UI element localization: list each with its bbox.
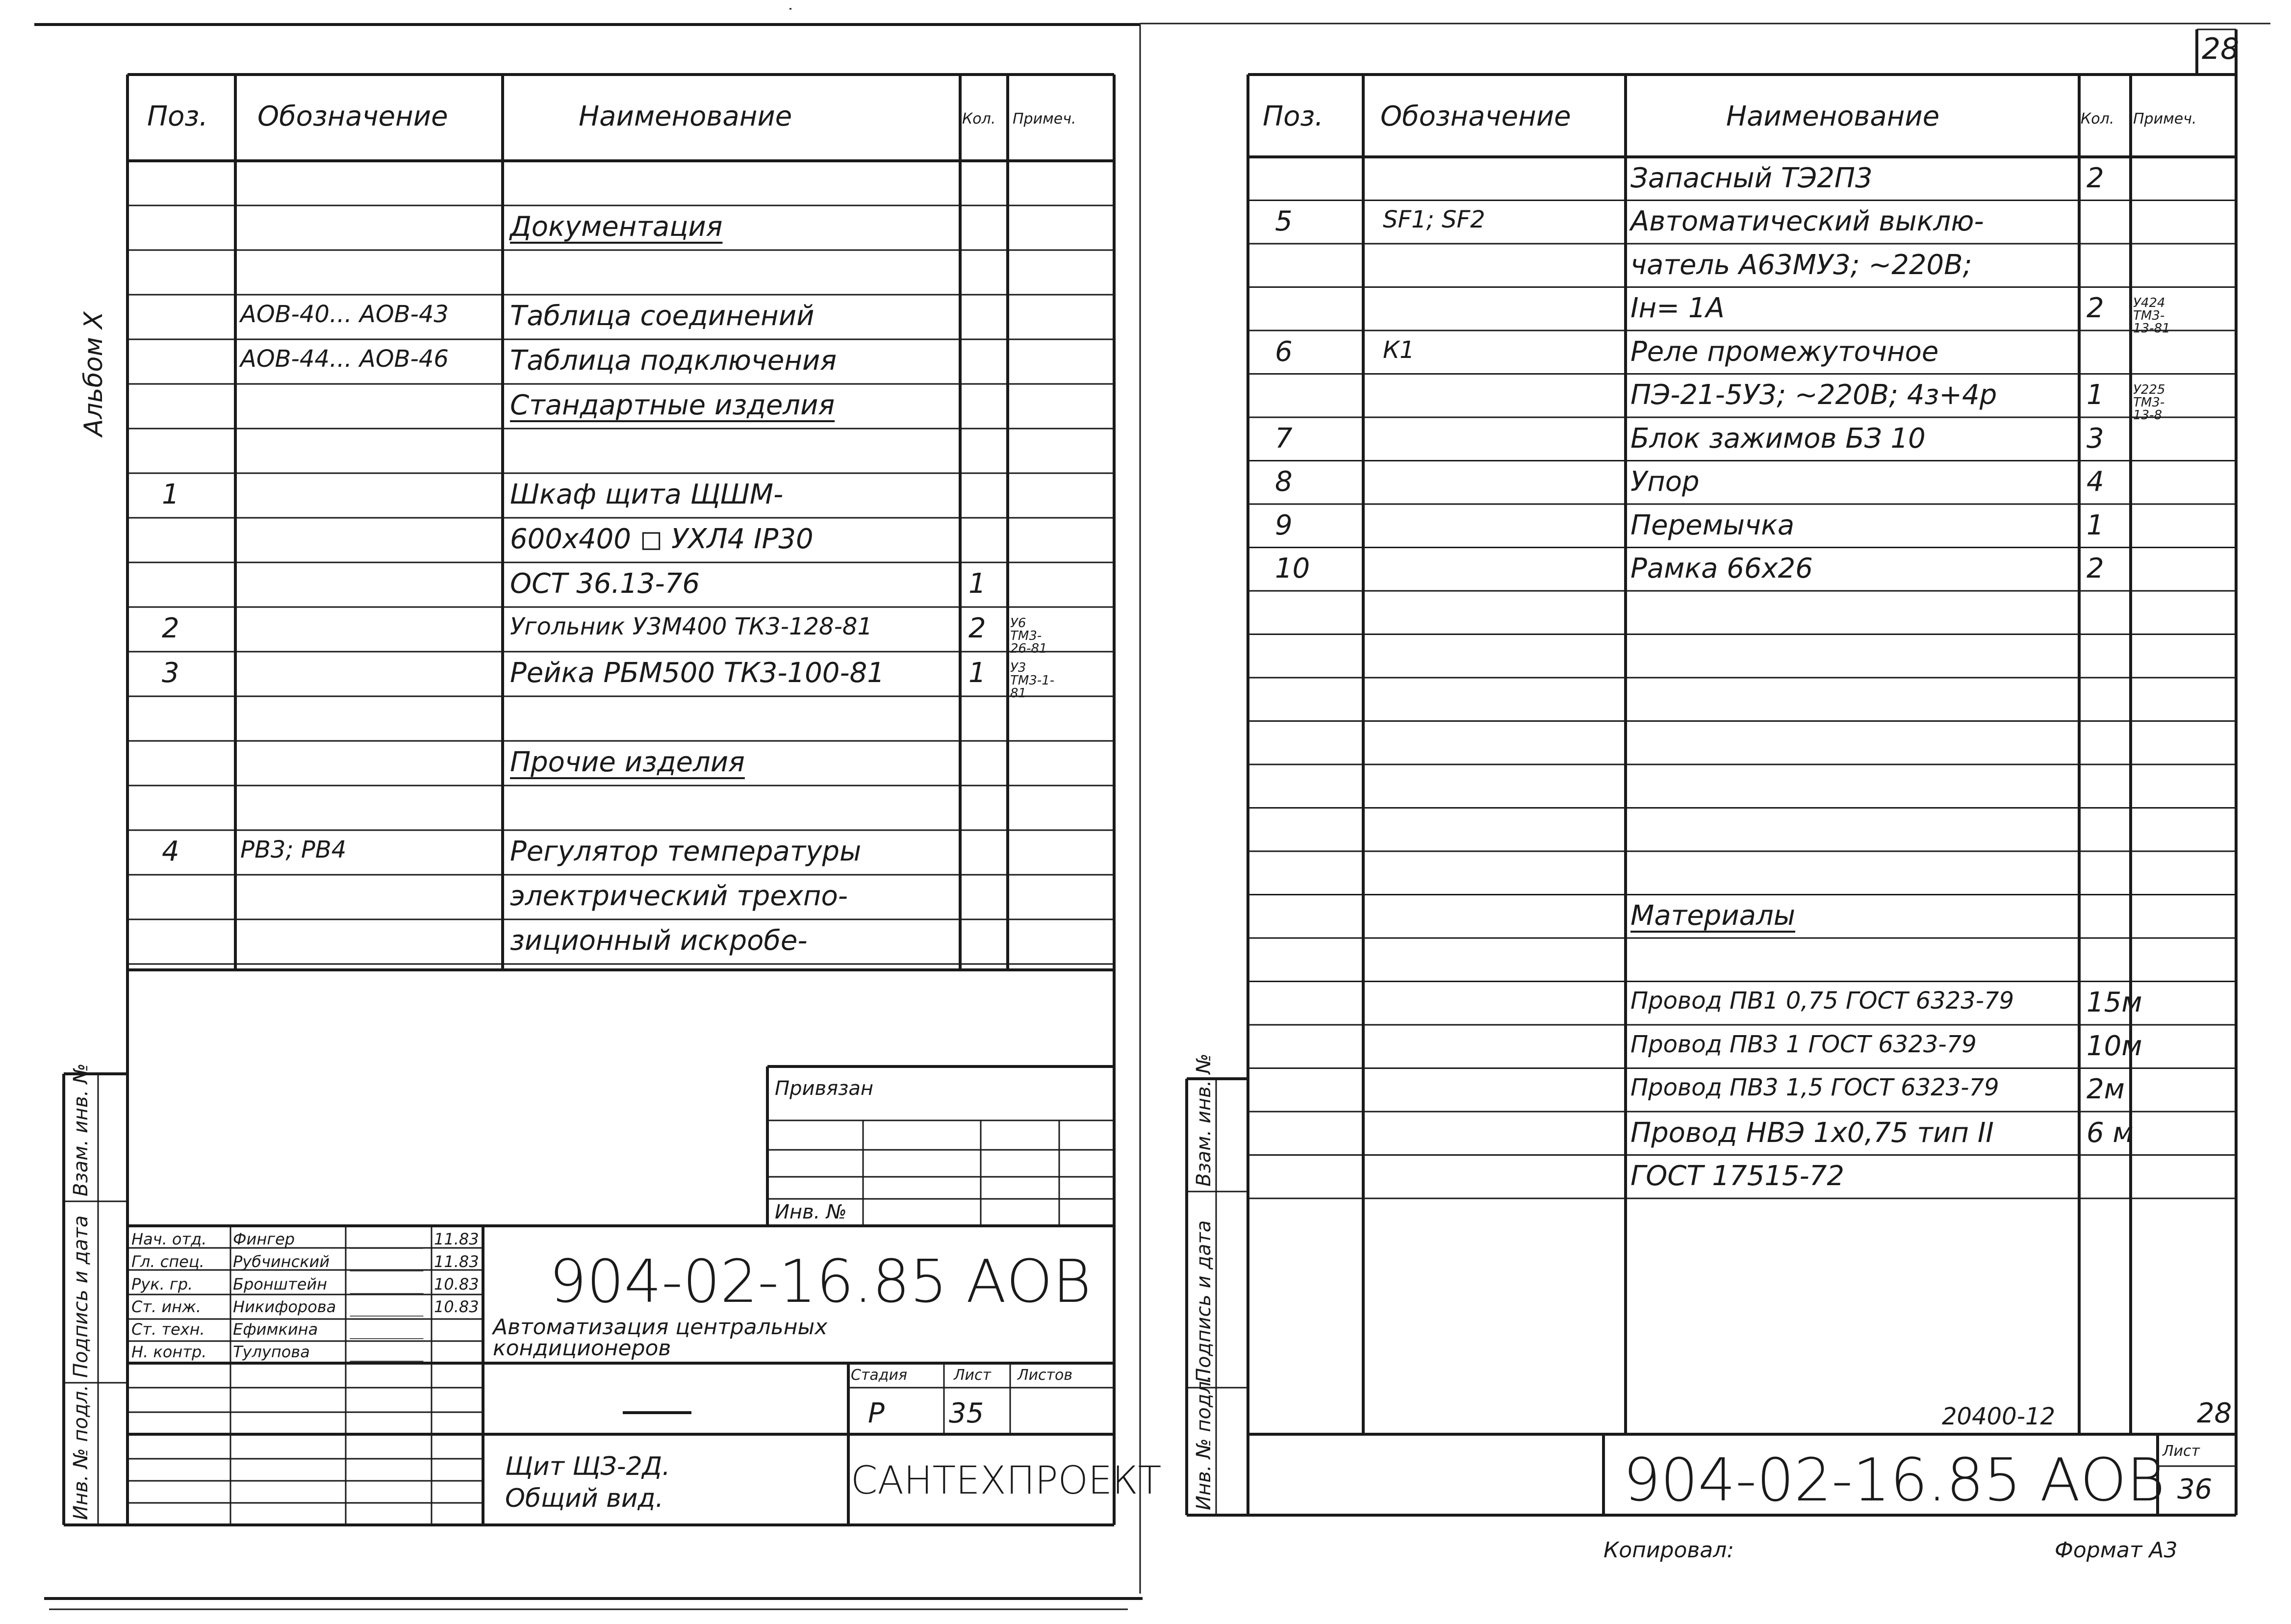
right-side-label-1: Взам. инв. № (1193, 1053, 1215, 1187)
right-row-9-name: Рамка 66х26 (1630, 553, 1813, 585)
signature-mark (350, 1320, 430, 1339)
right-header-pos: Поз. (1263, 101, 1324, 132)
right-row-6-pos: 7 (1275, 422, 1293, 455)
left-row-11-note: У3 ТМ3-1-81 (1010, 660, 1055, 701)
left-row-9-name: ОСТ 36.13-76 (510, 568, 700, 600)
signer-0-role: Нач. отд. (131, 1230, 207, 1248)
right-row-6-name: Блок зажимов БЗ 10 (1630, 422, 1926, 455)
right-row-4-pos: 6 (1275, 335, 1293, 368)
signer-1-name: Рубчинский (233, 1252, 330, 1271)
right-row-9-pos: 10 (1275, 553, 1310, 585)
right-row-8-name: Перемычка (1630, 509, 1795, 541)
left-row-16-name: электрический трехпо- (510, 880, 848, 913)
right-designation: 904-02-16.85 АОВ (1623, 1446, 2165, 1515)
right-row-3-qty: 2 (2087, 292, 2104, 325)
left-side-label-2: Подпись и дата (70, 1215, 92, 1378)
right-sheet-header: Лист (2163, 1443, 2200, 1460)
right-row-22-name: Провод НВЭ 1х0,75 тип II (1630, 1116, 1994, 1149)
left-row-13-name: Прочие изделия (510, 746, 745, 779)
right-row-21-qty: 2м (2087, 1073, 2125, 1106)
left-row-17-name: зиционный искробе- (510, 925, 808, 957)
right-row-3-note: У424 ТМ3-13-81 (2133, 295, 2170, 336)
signer-0-name: Фингер (233, 1230, 295, 1248)
signature-mark (350, 1343, 430, 1362)
right-row-19-name: Провод ПВ1 0,75 ГОСТ 6323-79 (1630, 987, 2014, 1015)
drawing-name-1: Щит ЩЗ-2Д. (505, 1452, 670, 1481)
format-label: Формат А3 (2055, 1538, 2178, 1563)
right-row-5-qty: 1 (2087, 379, 2104, 411)
right-row-4-code: К1 (1383, 336, 1415, 364)
right-row-6-qty: 3 (2087, 422, 2104, 455)
right-row-1-code: SF1; SF2 (1383, 206, 1485, 234)
left-designation: 904-02-16.85 АОВ (549, 1248, 1092, 1316)
left-row-4-name: Таблица подключения (510, 345, 837, 377)
signer-2-date: 10.83 (434, 1275, 479, 1294)
signer-4-role: Ст. техн. (131, 1320, 205, 1339)
page-number: 28 (2202, 32, 2240, 66)
right-row-9-qty: 2 (2087, 553, 2104, 585)
left-side-label-1: Взам. инв. № (70, 1063, 92, 1196)
right-row-7-qty: 4 (2087, 466, 2104, 498)
left-row-15-name: Регулятор температуры (510, 836, 862, 868)
left-row-11-pos: 3 (162, 657, 179, 689)
left-header-code: Обозначение (257, 101, 448, 132)
right-row-8-qty: 1 (2087, 509, 2104, 541)
signer-3-date: 10.83 (434, 1297, 479, 1316)
signature-mark (350, 1253, 430, 1271)
right-row-2-name: чатель А63МУ3; ~220В; (1630, 249, 1972, 281)
organization: САНТЕХПРОЕКТ (851, 1459, 1162, 1503)
right-row-1-pos: 5 (1275, 205, 1293, 238)
order-number: 20400-12 (1942, 1403, 2056, 1430)
signer-0-date: 11.83 (434, 1230, 479, 1248)
right-header-note: Примеч. (2133, 110, 2197, 127)
right-side-label-2: Подпись и дата (1193, 1220, 1215, 1383)
album-label: Альбом X (79, 311, 108, 436)
title-line-1: Автоматизация центральных (493, 1315, 828, 1340)
left-row-10-qty: 2 (968, 612, 986, 645)
left-row-11-qty: 1 (968, 657, 986, 689)
right-row-19-qty: 15м (2087, 987, 2142, 1019)
signer-1-date: 11.83 (434, 1252, 479, 1271)
left-row-15-pos: 4 (162, 836, 179, 868)
signature-mark (350, 1275, 430, 1294)
left-row-3-code: АОВ-40... АОВ-43 (240, 301, 449, 329)
left-row-11-name: Рейка РБМ500 ТК3-100-81 (510, 657, 885, 689)
left-row-10-note: У6 ТМ3-26-81 (1010, 616, 1047, 657)
title-line-2: кондиционеров (493, 1336, 671, 1361)
right-row-23-name: ГОСТ 17515-72 (1630, 1160, 1844, 1193)
left-header-name: Наименование (579, 101, 792, 132)
left-row-1-name: Документация (510, 211, 723, 243)
right-row-5-name: ПЭ-21-5У3; ~220В; 4з+4р (1630, 379, 1997, 411)
right-row-22-qty: 6 м (2087, 1116, 2134, 1149)
right-header-name: Наименование (1726, 101, 1940, 132)
left-row-8-name: 600x400 ◻ УХЛ4 IP30 (510, 523, 814, 556)
right-row-8-pos: 9 (1275, 509, 1293, 541)
left-side-label-3: Инв. № подл. (70, 1385, 92, 1520)
right-row-0-name: Запасный ТЭ2П3 (1630, 162, 1873, 194)
signer-3-role: Ст. инж. (131, 1297, 202, 1316)
left-row-15-code: РВ3; РВ4 (240, 836, 347, 864)
right-header-code: Обозначение (1380, 101, 1571, 132)
left-row-9-qty: 1 (968, 568, 986, 600)
signer-5-role: Н. контр. (131, 1343, 207, 1361)
right-row-20-qty: 10м (2087, 1030, 2142, 1062)
sheet-value: 35 (949, 1397, 984, 1429)
left-row-10-pos: 2 (162, 612, 179, 645)
stage-dash (623, 1411, 691, 1414)
sheet-header: Лист (954, 1367, 992, 1384)
left-header-note: Примеч. (1013, 110, 1076, 127)
left-row-7-pos: 1 (162, 479, 179, 511)
right-row-1-name: Автоматический выклю- (1630, 205, 1984, 238)
right-side-label-3: Инв. № подл. (1193, 1375, 1215, 1510)
right-row-0-qty: 2 (2087, 162, 2104, 194)
left-row-5-name: Стандартные изделия (510, 389, 835, 422)
page-ref: 28 (2197, 1397, 2232, 1429)
drawing-name-2: Общий вид. (505, 1484, 664, 1513)
signature-mark (350, 1230, 430, 1249)
right-row-4-name: Реле промежуточное (1630, 335, 1939, 368)
copied-label: Копировал: (1604, 1538, 1734, 1563)
inv-no-label: Инв. № (775, 1201, 847, 1223)
signer-1-role: Гл. спец. (131, 1252, 204, 1271)
right-row-20-name: Провод ПВ3 1 ГОСТ 6323-79 (1630, 1030, 1977, 1058)
stage-value: Р (868, 1397, 885, 1429)
signer-3-name: Никифорова (233, 1297, 336, 1316)
left-row-10-name: Угольник У3М400 ТК3-128-81 (510, 613, 872, 641)
right-row-21-name: Провод ПВ3 1,5 ГОСТ 6323-79 (1630, 1074, 1999, 1102)
signer-4-name: Ефимкина (233, 1320, 318, 1339)
right-sheet-value: 36 (2177, 1473, 2213, 1505)
right-row-7-name: Упор (1630, 466, 1700, 498)
sheets-header: Листов (1018, 1367, 1073, 1384)
privyazan-label: Привязан (775, 1077, 874, 1100)
signature-mark (350, 1298, 430, 1317)
signer-5-name: Тулупова (233, 1343, 310, 1361)
right-row-7-pos: 8 (1275, 466, 1293, 498)
left-row-4-code: АОВ-44... АОВ-46 (240, 345, 449, 373)
right-row-17-name: Материалы (1630, 900, 1795, 932)
stage-header: Стадия (851, 1367, 908, 1384)
left-row-7-name: Шкаф щита ЩШМ- (510, 479, 784, 511)
signer-2-name: Бронштейн (233, 1275, 328, 1294)
left-row-3-name: Таблица соединений (510, 300, 815, 332)
right-row-5-note: У225 ТМ3-13-8 (2133, 382, 2165, 423)
right-row-3-name: Iн= 1А (1630, 292, 1725, 325)
signer-2-role: Рук. гр. (131, 1275, 193, 1294)
left-header-qty: Кол. (962, 110, 996, 127)
right-header-qty: Кол. (2081, 110, 2114, 127)
left-header-pos: Поз. (147, 101, 208, 132)
